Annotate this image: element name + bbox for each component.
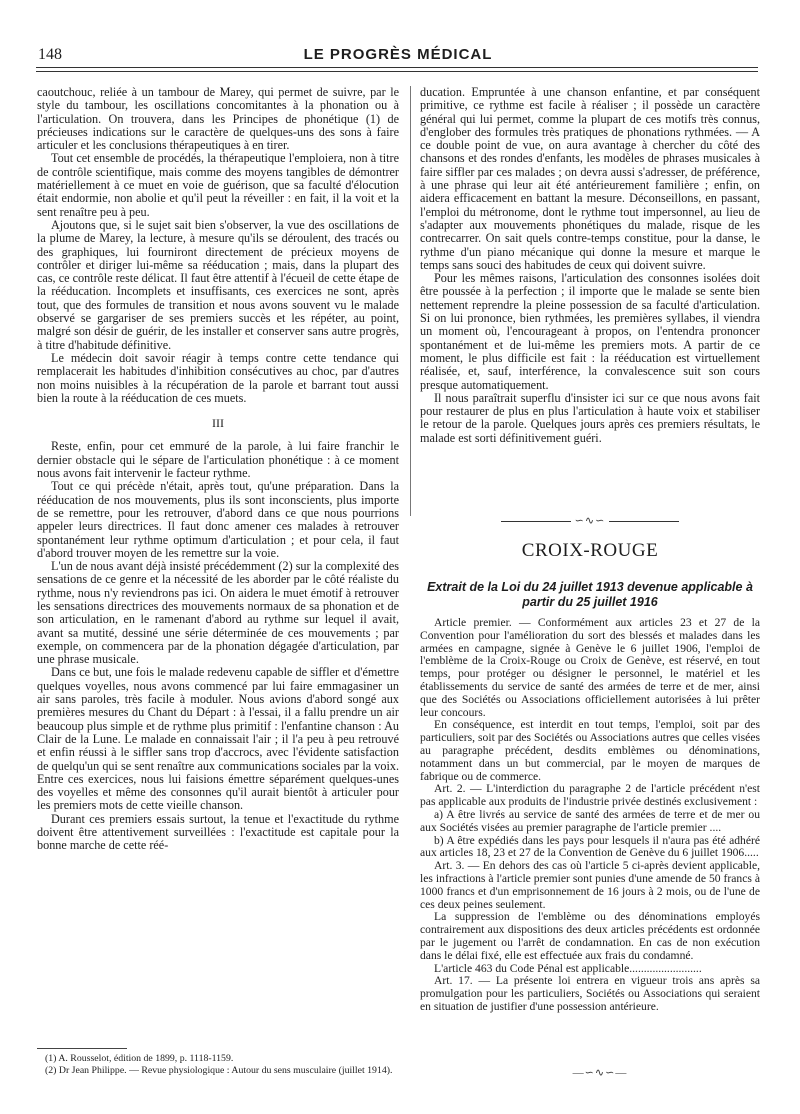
- header-rule-thin: [36, 71, 758, 72]
- article-paragraph: Art. 3. — En dehors des cas où l'article 5 ci-après devient applicable, les infractions à l'article premier sont punies d'une amende de 50 francs à 1000 francs et d'un emprisonnement de 16 jours à 2 mois, ou de l'une de ces deux peines seulement.: [420, 859, 760, 911]
- paragraph: ducation. Empruntée à une chanson enfantine, et par conséquent primitive, ce rythme est facile à réaliser ; il possède un caractère général qui lui permet, comme la plupart de ces motifs très connus, d'englober des formules très pratiques de phonations rythmées. — A ce double point de vue, on aura avantage à chercher du côté des chansons et des rondes d'enfants, les modèles de phrases musicales à faire siffler par ces malades ; on devra aussi s'adresser, de préférence, à une phrase qui leur ait été antérieurement familière ; enfin, on aidera efficacement en battant la mesure. Déconseillons, en passant, l'emploi du métronome, dont le rythme tout impersonnel, au lieu de s'adapter aux mouvements phonétiques du malade, risque de les contrecarrer. On sait quels contre-temps constitue, pour la danse, le rythme d'un piano mécanique qui donne la mesure et marque le temps sans souci des habitudes de ceux qui doivent suivre.: [420, 85, 760, 272]
- footnote: (1) A. Rousselot, édition de 1899, p. 1118-1159.: [45, 1053, 234, 1064]
- article-paragraph: Art. 2. — L'interdiction du paragraphe 2 de l'article précédent n'est pas applicable aux produits de l'industrie privée destinés exclusivement :: [420, 782, 760, 809]
- paragraph: Ajoutons que, si le sujet sait bien s'observer, la vue des oscillations de la plume de Marey, la lecture, à mesure qu'ils se déroulent, des tracés ou des graphiques, lui fourniront directement de précieux moyens de contrôler et diriger lui-même sa rééducation ; mais, dans la plupart des cas, ce contrôle reste délicat. Il faut être attentif à l'écueil de cette étape de la rééducation. Incomplets et insuffisants, ces exercices ne sont, après tout, que des formules de transition et nous avons souvent vu le malade observé se gargariser de ses premiers succès et les répéter, au point, malgré son désir de guérir, de les installer et conserver sans autre progrès, à titre d'habitude définitive.: [37, 217, 399, 352]
- page-header: [38, 46, 758, 66]
- paragraph: Tout ce qui précède n'était, après tout, qu'une préparation. Dans la rééducation de nos mouvements, plus ils sont inconscients, plus importe de se remettre, pour les retrouver, d'abord dans ce que nous pourrions appeler leurs directrices. Il faut donc amener ces malades à retrouver spontanément leur rythme optimum d'articulation ; et pour cela, il faut d'abord trouver moyen de les remettre sur la voie.: [37, 479, 399, 560]
- article-paragraph: La suppression de l'emblème ou des dénominations employés contrairement aux dispositions des deux articles précédents est ordonnée par le jugement ou l'arrêt de condamnation. En cas de non exécution dans le délai fixé, elle est effectuée aux frais du condamné.: [420, 910, 760, 962]
- paragraph: Dans ce but, une fois le malade redevenu capable de siffler et d'émettre quelques voyelles, nous avons commencé par lui faire emmagasiner un air sans paroles, très facile à moduler. Nous avions d'abord songé aux premières mesures du Chant du Départ : à l'essai, il a fallu prendre un air beaucoup plus simple et de rythme plus primitif : l'enfantine chanson : Au Clair de la Lune. Le malade en connaissait l'air ; il l'a peu à peu retrouvé et enfin réussi à le siffler sans trop d'accrocs, avec l'évidente satisfaction de quelqu'un qui se sent renaître aux communications sociales par la voix. Entre ces exercices, nous lui faisions émettre séparément quelques-unes des voyelles et même des consonnes qu'il aurait bientôt à articuler pour les premiers mots de cette vieille chanson.: [37, 665, 399, 813]
- article-paragraph: b) A être expédiés dans les pays pour lesquels il n'aura pas été adhéré aux articles 18, 23 et 27 de la Convention de Genève du 6 juillet 1906.....: [420, 833, 760, 860]
- article-paragraph: Article premier. — Conformément aux articles 23 et 27 de la Convention pour l'amélioration du sort des blessés et malades dans les armées en campagne, signée à Genève le 6 juillet 1906, l'emploi de l'emblème de la Croix-Rouge ou Croix de Genève, est réservé, en tout temps, pour protéger ou désigner le personnel, le matériel et les établissements du service de santé des armées de terre et de mer, ainsi que des Sociétés ou Associations officiellement autorisées à lui prêter leur concours.: [420, 616, 760, 719]
- paragraph: Durant ces premiers essais surtout, la tenue et l'exactitude du rythme doivent être attentivement surveillées : l'exactitude est capitale pour la bonne marche de cette réé-: [37, 811, 399, 853]
- article-paragraph: a) A être livrés au service de santé des armées de terre et de mer ou aux Sociétés visées au premier paragraphe de l'article premier ....: [420, 807, 760, 834]
- left-column: [37, 86, 399, 1031]
- footnote-rule: [37, 1048, 127, 1049]
- footnotes: [37, 1053, 399, 1077]
- paragraph: Tout cet ensemble de procédés, la thérapeutique l'emploiera, non à titre de contrôle scientifique, mais comme des moyens tangibles de démontrer matériellement à ce muet en voie de guérison, que sa faculté d'élocution était endormie, non abolie et qu'il peut la réveiller : en fait, il la voit et la sent renaître peu à peu.: [37, 151, 399, 219]
- header-rule: [36, 67, 758, 68]
- article-paragraph: En conséquence, est interdit en tout temps, l'emploi, soit par des particuliers, soit par des Sociétés ou Associations autres que celles visées au paragraphe précédent, desdits emblèmes ou dénominations, notamment dans un but commercial, par le moyen de marques de fabrique ou de commerce.: [420, 718, 760, 783]
- section-number: III: [212, 416, 224, 431]
- paragraph: caoutchouc, reliée à un tambour de Marey, qui permet de suivre, par le style du tambour, les oscillations concomitantes à la phonation ou à l'articulation. On trouvera, dans les Principes de phonétique (1) de précieuses indications sur le caractère de quelques-uns des sons à faire articuler et les conclusions thérapeutiques à en tirer.: [37, 85, 399, 153]
- section-subtitle: Extrait de la Loi du 24 juillet 1913 devenue applicable à partir du 25 juillet 1916: [427, 580, 753, 609]
- article-paragraph: Art. 17. — La présente loi entrera en vigueur trois ans après sa promulgation pour les particuliers, Sociétés ou Associations qui seraient en situation de justifier d'une possession antérieure.: [420, 974, 760, 1013]
- article-paragraph: L'article 463 du Code Pénal est applicable.........................: [434, 961, 702, 975]
- paragraph: Reste, enfin, pour cet emmuré de la parole, à lui faire franchir le dernier obstacle qui le sépare de l'articulation phonétique : à ce moment nous avons fait intervenir le facteur rythme.: [37, 439, 399, 481]
- paragraph: L'un de nous avant déjà insisté précédemment (2) sur la complexité des sensations de ce genre et la nécessité de les aborder par le côté réaliste du rythme, nous n'y reviendrons pas ici. On aidera le muet émotif à retrouver les sensations directrices des mouvements normaux de sa phonation et de son articulation, en le ramenant d'abord au rythme sur lequel il avait, avant sa mutité, dessiné une série déterminée de ces mouvements ; par exemple, on commencera par de la phonation dégagée d'articulation, par une phrase musicale.: [37, 559, 399, 667]
- page-number: 148: [38, 46, 62, 63]
- law-articles: [420, 617, 760, 1014]
- paragraph: Il nous paraîtrait superflu d'insister ici sur ce que nous avons fait pour restaurer de plus en plus l'articulation à haute voix et stabiliser le retour de la parole. Quelques jours après ces premiers résultats, le malade est sorti définitivement guéri.: [420, 390, 760, 445]
- ornament-divider: ∽∿∽: [480, 514, 700, 527]
- footnote: (2) Dr Jean Philippe. — Revue physiologique : Autour du sens musculaire (juillet 1914).: [45, 1065, 393, 1076]
- column-divider: [410, 86, 411, 516]
- ornament-end: —∽∿∽—: [572, 1067, 628, 1079]
- running-title: LE PROGRÈS MÉDICAL: [303, 46, 493, 63]
- paragraph: Pour les mêmes raisons, l'articulation des consonnes isolées doit être poussée à la perfection ; il importe que le malade se sente bien nettement reprendre la pleine possession de sa faculté d'articulation. Si on lui prononce, bien rythmées, les premières syllabes, il viendra un moment où, l'encourageant à propos, on l'entendra prononcer spontanément et de lui-même les premiers mots. A partir de ce moment, le plus difficile est fait : la rééducation est virtuellement réalisée, et, sauf, interférence, la convalescence suit son cours presque automatiquement.: [420, 271, 760, 392]
- section-title: CROIX-ROUGE: [521, 540, 659, 561]
- paragraph: Le médecin doit savoir réagir à temps contre cette tendance qui remplacerait les habitudes d'inhibition consécutives au choc, par d'autres non moins nuisibles à la récupération de la parole et barrant tout aussi bien la route à la rééducation de ces muets.: [37, 350, 399, 405]
